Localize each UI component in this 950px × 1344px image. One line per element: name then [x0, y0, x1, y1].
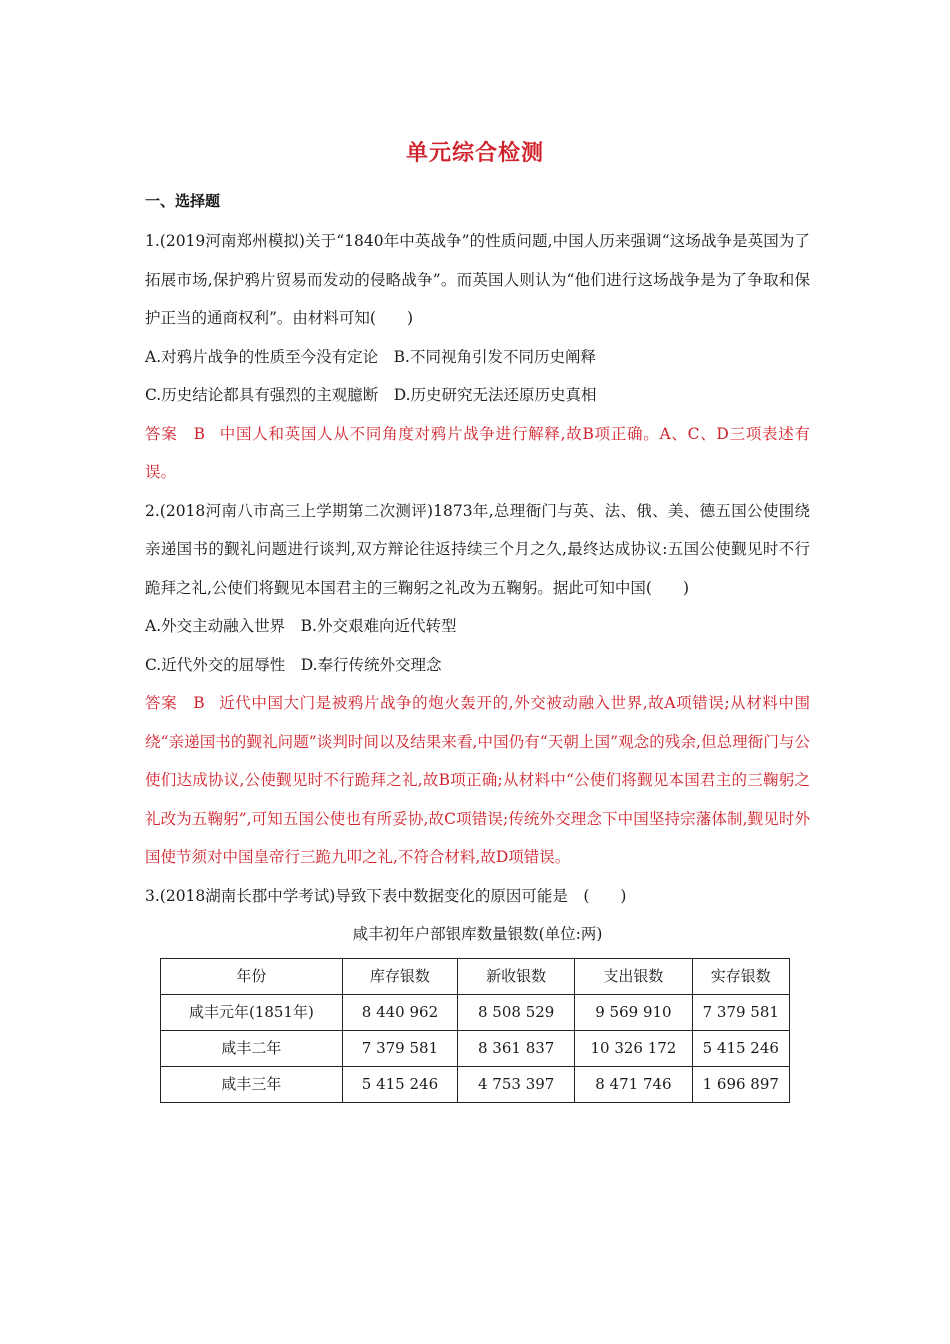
- question-3-stem: 3.(2018湖南长郡中学考试)导致下表中数据变化的原因可能是 ( ): [145, 886, 627, 905]
- question-2-options-cd: C.近代外交的屈辱性 D.奉行传统外交理念: [145, 655, 442, 674]
- table-cell: 7 379 581: [342, 1030, 457, 1066]
- table-row: [161, 1030, 790, 1066]
- table-cell: 5 415 246: [342, 1066, 457, 1102]
- table-cell: 1 696 897: [692, 1066, 789, 1102]
- section-heading: 一、选择题: [145, 192, 221, 210]
- answer-label: 答案 B: [145, 424, 206, 443]
- table-cell: 10 326 172: [575, 1030, 692, 1066]
- table-cell: 8 361 837: [458, 1030, 575, 1066]
- question-1-options-cd: C.历史结论都具有强烈的主观臆断 D.历史研究无法还原历史真相: [145, 386, 597, 404]
- table-header-row: [161, 958, 790, 994]
- table-cell: 咸丰三年: [161, 1066, 343, 1102]
- column-header: 库存银数: [342, 958, 457, 994]
- table-cell: 9 569 910: [575, 994, 692, 1030]
- table-row: [161, 1066, 790, 1102]
- question-2-stem: 2.(2018河南八市高三上学期第二次测评)1873年,总理衙门与英、法、俄、美、德五国公使围绕亲递国书的觐礼问题进行谈判,双方辩论往返持续三个月之久,最终达成协议:五国公使觐见时不行跪拜之礼,公使们将觐见本国君主的三鞠躬之礼改为五鞠躬。据此可知中国( ): [145, 501, 810, 597]
- table-caption: 咸丰初年户部银库数量银数(单位:两): [352, 925, 603, 943]
- column-header: 支出银数: [575, 958, 692, 994]
- page-title: 单元综合检测: [405, 141, 544, 166]
- answer-explanation: 中国人和英国人从不同角度对鸦片战争进行解释,故B项正确。A、C、D三项表述有误。: [145, 424, 810, 481]
- questions-body: [145, 222, 810, 1103]
- question-1-stem: 1.(2019河南郑州模拟)关于“1840年中英战争”的性质问题,中国人历来强调“这场战争是英国为了拓展市场,保护鸦片贸易而发动的侵略战争”。而英国人则认为“他们进行这场战争是为了争取和保护正当的通商权利”。由材料可知( ): [145, 232, 810, 327]
- column-header: 实存银数: [692, 958, 789, 994]
- question-1-options-ab: A.对鸦片战争的性质至今没有定论 B.不同视角引发不同历史阐释: [145, 347, 596, 366]
- silver-treasury-table: [160, 958, 790, 1103]
- question-2-answer: [145, 684, 810, 877]
- table-cell: 8 440 962: [342, 994, 457, 1030]
- table-cell: 5 415 246: [692, 1030, 789, 1066]
- column-header: 新收银数: [458, 958, 575, 994]
- answer-label: 答案 B: [145, 694, 205, 712]
- question-2-options-ab: A.外交主动融入世界 B.外交艰难向近代转型: [145, 617, 457, 635]
- table-cell: 咸丰二年: [161, 1030, 343, 1066]
- table-cell: 8 508 529: [458, 994, 575, 1030]
- table-cell: 7 379 581: [692, 994, 789, 1030]
- table-row: [161, 994, 790, 1030]
- table-cell: 8 471 746: [575, 1066, 692, 1102]
- table-cell: 4 753 397: [458, 1066, 575, 1102]
- answer-explanation: 近代中国大门是被鸦片战争的炮火轰开的,外交被动融入世界,故A项错误;从材料中围绕“亲递国书的觐礼问题”谈判时间以及结果来看,中国仍有“天朝上国”观念的残余,但总理衙门与公使们达成协议,公使觐见时不行跪拜之礼,故B项正确;从材料中“公使们将觐见本国君主的三鞠躬之礼改为五鞠躬”,可知五国公使也有所妥协,故C项错误;传统外交理念下中国坚持宗藩体制,觐见时外国使节须对中国皇帝行三跪九叩之礼,不符合材料,故D项错误。: [145, 694, 811, 866]
- question-1-answer: [145, 415, 810, 492]
- table-cell: 咸丰元年(1851年): [161, 994, 343, 1030]
- column-header: 年份: [161, 958, 343, 994]
